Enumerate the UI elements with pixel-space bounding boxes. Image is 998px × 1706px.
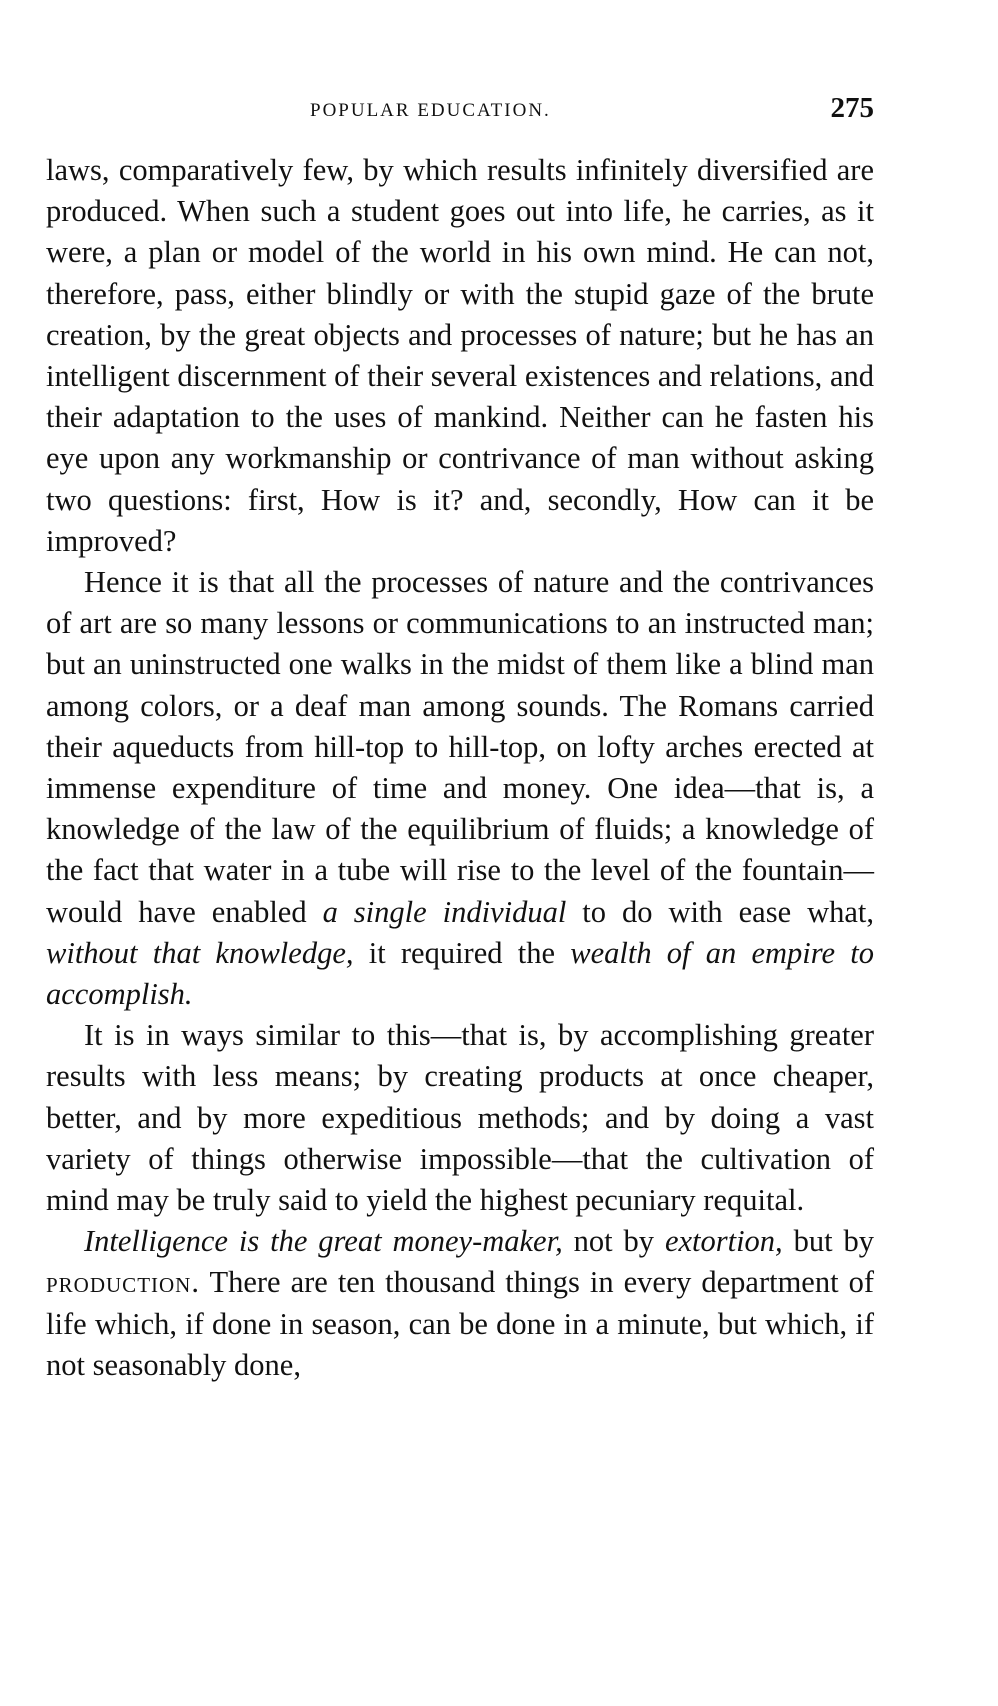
- body-text: [46, 150, 874, 1386]
- emphasis-wealth-of-empire: wealth of an empire to accomplish.: [46, 935, 874, 1012]
- paragraph-2-text-a: Hence it is that all the processes of nature and the contrivances of art are so many lessons or communications to an instructed man; but an uninstructed one walks in the midst of them like a blind man among colors, or a deaf man among sounds. The Romans carried their aqueducts from hill-top to hill-top, on lofty arches erected at immense expenditure of time and money. One idea—that is, a knowledge of the law of the equilibrium of fluids; a knowledge of the fact that water in a tube will rise to the level of the fountain—would have enabled: [46, 565, 874, 929]
- running-title: POPULAR EDUCATION.: [310, 100, 551, 121]
- paragraph-4: [46, 1221, 874, 1386]
- paragraph-1-text: laws, comparatively few, by which results infinitely diversified are produced. When such a student goes out into life, he carries, as it were, a plan or model of the world in his own mind. He can not, therefore, pass, either blindly or with the stupid gaze of the brute creation, by the great objects and processes of nature; but he has an intelligent discernment of their several existences and relations, and their adaptation to the uses of mankind. Neither can he fasten his eye upon any workmanship or contrivance of man without asking two questions: first, How is it? and, secondly, How can it be improved?: [46, 153, 874, 558]
- paragraph-3-text: It is in ways similar to this—that is, by accomplishing greater results with less means; by creating products at once cheaper, better, and by more expeditious methods; and by doing a vast variety of things otherwise impossible—that the cultivation of mind may be truly said to yield the highest pecuniary requital.: [46, 1018, 874, 1218]
- paragraph-2-text-e: it required the: [353, 935, 571, 970]
- emphasis-without-knowledge: without that knowledge,: [46, 935, 354, 970]
- small-caps-production: production.: [46, 1265, 200, 1300]
- paragraph-4-text-d: but by: [782, 1224, 874, 1259]
- paragraph-4-text-b: not by: [562, 1224, 665, 1259]
- emphasis-extortion: extortion,: [664, 1224, 783, 1259]
- page-number: 275: [830, 92, 874, 124]
- emphasis-intelligence-money-maker: Intelligence is the great money-maker,: [84, 1224, 563, 1259]
- paragraph-1: [46, 150, 874, 562]
- paragraph-2: [46, 562, 874, 1015]
- running-head: [46, 92, 874, 132]
- paragraph-4-text-f: There are ten thousand things in every department of life which, if done in season, can be done in a minute, but which, if not seasonably done,: [46, 1265, 874, 1382]
- paragraph-2-text-c: to do with ease what,: [566, 894, 874, 929]
- emphasis-single-individual: a single individual: [322, 894, 567, 929]
- paragraph-3: [46, 1015, 874, 1221]
